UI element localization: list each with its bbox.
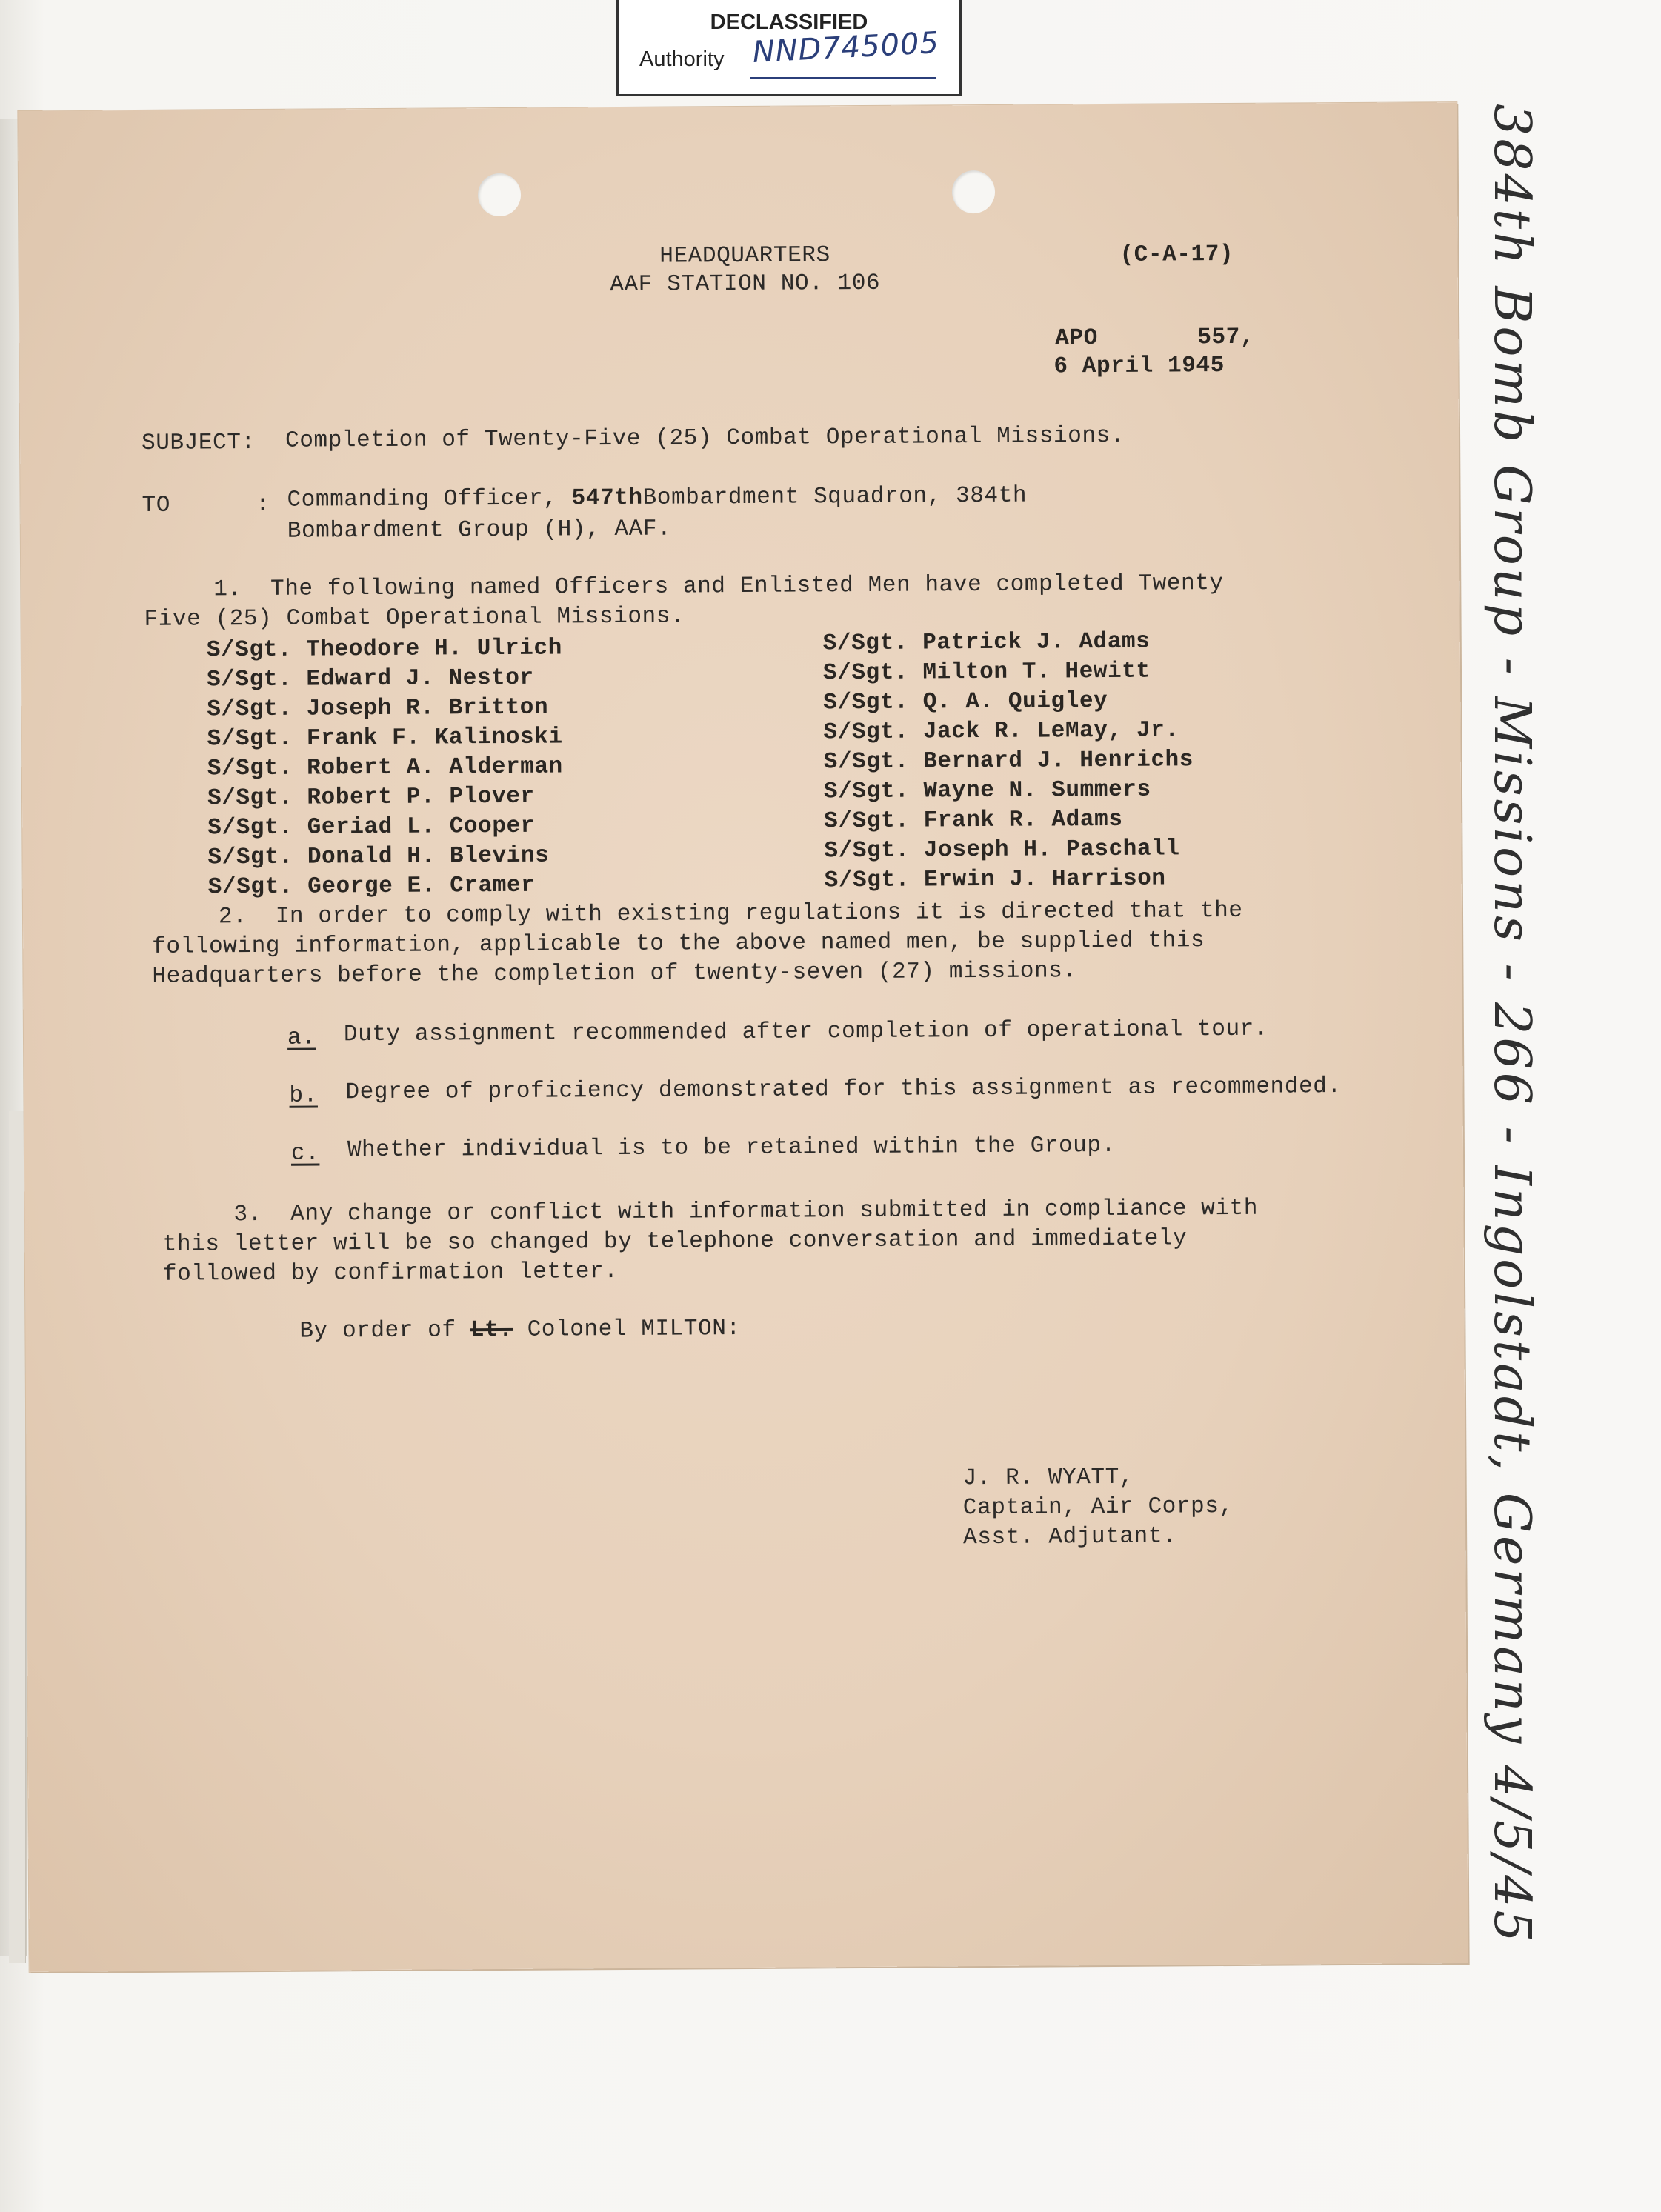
letter-date: 6 April 1945 bbox=[1053, 353, 1225, 380]
item-a-text: Duty assignment recommended after completion of operational tour. bbox=[343, 1016, 1269, 1048]
to-recipient: Commanding Officer, bbox=[287, 485, 558, 513]
item-b-letter: b. bbox=[289, 1082, 318, 1109]
order-struck-rank: Lt. bbox=[470, 1316, 513, 1344]
apo-line: APO 557, bbox=[1055, 324, 1255, 352]
paragraph-2-line-1: 2. In order to comply with existing regulations it is directed that the bbox=[218, 897, 1243, 930]
name-right-9: S/Sgt. Erwin J. Harrison bbox=[824, 865, 1166, 894]
order-colonel: Colonel MILTON: bbox=[527, 1316, 741, 1343]
paragraph-1-line-2: Five (25) Combat Operational Missions. bbox=[144, 603, 685, 633]
name-left-2: S/Sgt. Edward J. Nestor bbox=[206, 664, 534, 693]
item-b-text: Degree of proficiency demonstrated for this assignment as recommended. bbox=[345, 1073, 1342, 1106]
punch-hole-left bbox=[478, 173, 521, 216]
paragraph-3-line-1: 3. Any change or conflict with information submitted in compliance with bbox=[233, 1195, 1259, 1228]
signature-title: Asst. Adjutant. bbox=[963, 1523, 1177, 1551]
paragraph-3-line-2: this letter will be so changed by telephone conversation and immediately bbox=[162, 1225, 1188, 1258]
stamp-underline bbox=[750, 77, 936, 79]
name-left-5: S/Sgt. Robert A. Alderman bbox=[207, 753, 563, 782]
name-left-8: S/Sgt. Donald H. Blevins bbox=[207, 842, 550, 871]
name-left-1: S/Sgt. Theodore H. Ulrich bbox=[206, 635, 562, 664]
name-right-1: S/Sgt. Patrick J. Adams bbox=[822, 628, 1151, 657]
name-right-4: S/Sgt. Jack R. LeMay, Jr. bbox=[823, 717, 1179, 746]
name-right-7: S/Sgt. Frank R. Adams bbox=[824, 806, 1123, 835]
name-right-3: S/Sgt. Q. A. Quigley bbox=[823, 687, 1108, 716]
name-left-3: S/Sgt. Joseph R. Britton bbox=[207, 694, 549, 723]
paragraph-1-line-1: 1. The following named Officers and Enlisted Men have completed Twenty bbox=[213, 570, 1224, 603]
handwritten-margin-note: 384th Bomb Group - Missions - 266 - Ingolstadt, Germany 4/5/45 bbox=[1482, 104, 1541, 1945]
name-right-8: S/Sgt. Joseph H. Paschall bbox=[824, 836, 1180, 865]
header-line-1: HEADQUARTERS bbox=[659, 242, 830, 270]
file-code: (C-A-17) bbox=[1119, 241, 1234, 268]
order-prefix: By order of bbox=[299, 1317, 456, 1345]
order-line bbox=[299, 1316, 740, 1345]
paragraph-2-line-2: following information, applicable to the above named men, be supplied this bbox=[152, 927, 1205, 960]
stamp-authority-number: NND745005 bbox=[751, 25, 940, 70]
signature-rank: Captain, Air Corps, bbox=[962, 1493, 1234, 1522]
to-squadron-text: Bombardment Squadron, 384th bbox=[642, 482, 1028, 511]
to-squadron-number: 547th bbox=[571, 484, 643, 512]
name-right-6: S/Sgt. Wayne N. Summers bbox=[823, 776, 1151, 805]
header-line-2: AAF STATION NO. 106 bbox=[610, 270, 881, 299]
item-c-text: Whether individual is to be retained within the Group. bbox=[347, 1132, 1116, 1164]
to-line-1 bbox=[287, 483, 1027, 513]
name-right-5: S/Sgt. Bernard J. Henrichs bbox=[823, 747, 1194, 776]
paragraph-2-line-3: Headquarters before the completion of twenty-seven (27) missions. bbox=[152, 958, 1077, 990]
subject-label: SUBJECT: bbox=[141, 430, 256, 456]
item-a-letter: a. bbox=[287, 1025, 316, 1051]
declassified-stamp bbox=[616, 0, 962, 96]
punch-hole-right bbox=[952, 170, 995, 213]
stamp-title: DECLASSIFIED bbox=[710, 10, 868, 34]
to-label: TO : bbox=[142, 491, 270, 519]
item-c-letter: c. bbox=[290, 1140, 320, 1167]
signature-name: J. R. WYATT, bbox=[962, 1464, 1134, 1492]
underlying-page-edge-2 bbox=[9, 1111, 26, 1963]
name-left-7: S/Sgt. Geriad L. Cooper bbox=[207, 813, 536, 842]
letter-page bbox=[18, 102, 1468, 1972]
name-left-9: S/Sgt. George E. Cramer bbox=[207, 872, 536, 901]
stamp-authority-label: Authority bbox=[639, 47, 725, 71]
subject-text: Completion of Twenty-Five (25) Combat Operational Missions. bbox=[284, 422, 1125, 454]
name-left-6: S/Sgt. Robert P. Plover bbox=[207, 783, 535, 812]
name-left-4: S/Sgt. Frank F. Kalinoski bbox=[207, 724, 563, 753]
paragraph-3-line-3: followed by confirmation letter. bbox=[162, 1259, 619, 1287]
name-right-2: S/Sgt. Milton T. Hewitt bbox=[822, 658, 1151, 687]
to-line-2: Bombardment Group (H), AAF. bbox=[287, 516, 672, 544]
